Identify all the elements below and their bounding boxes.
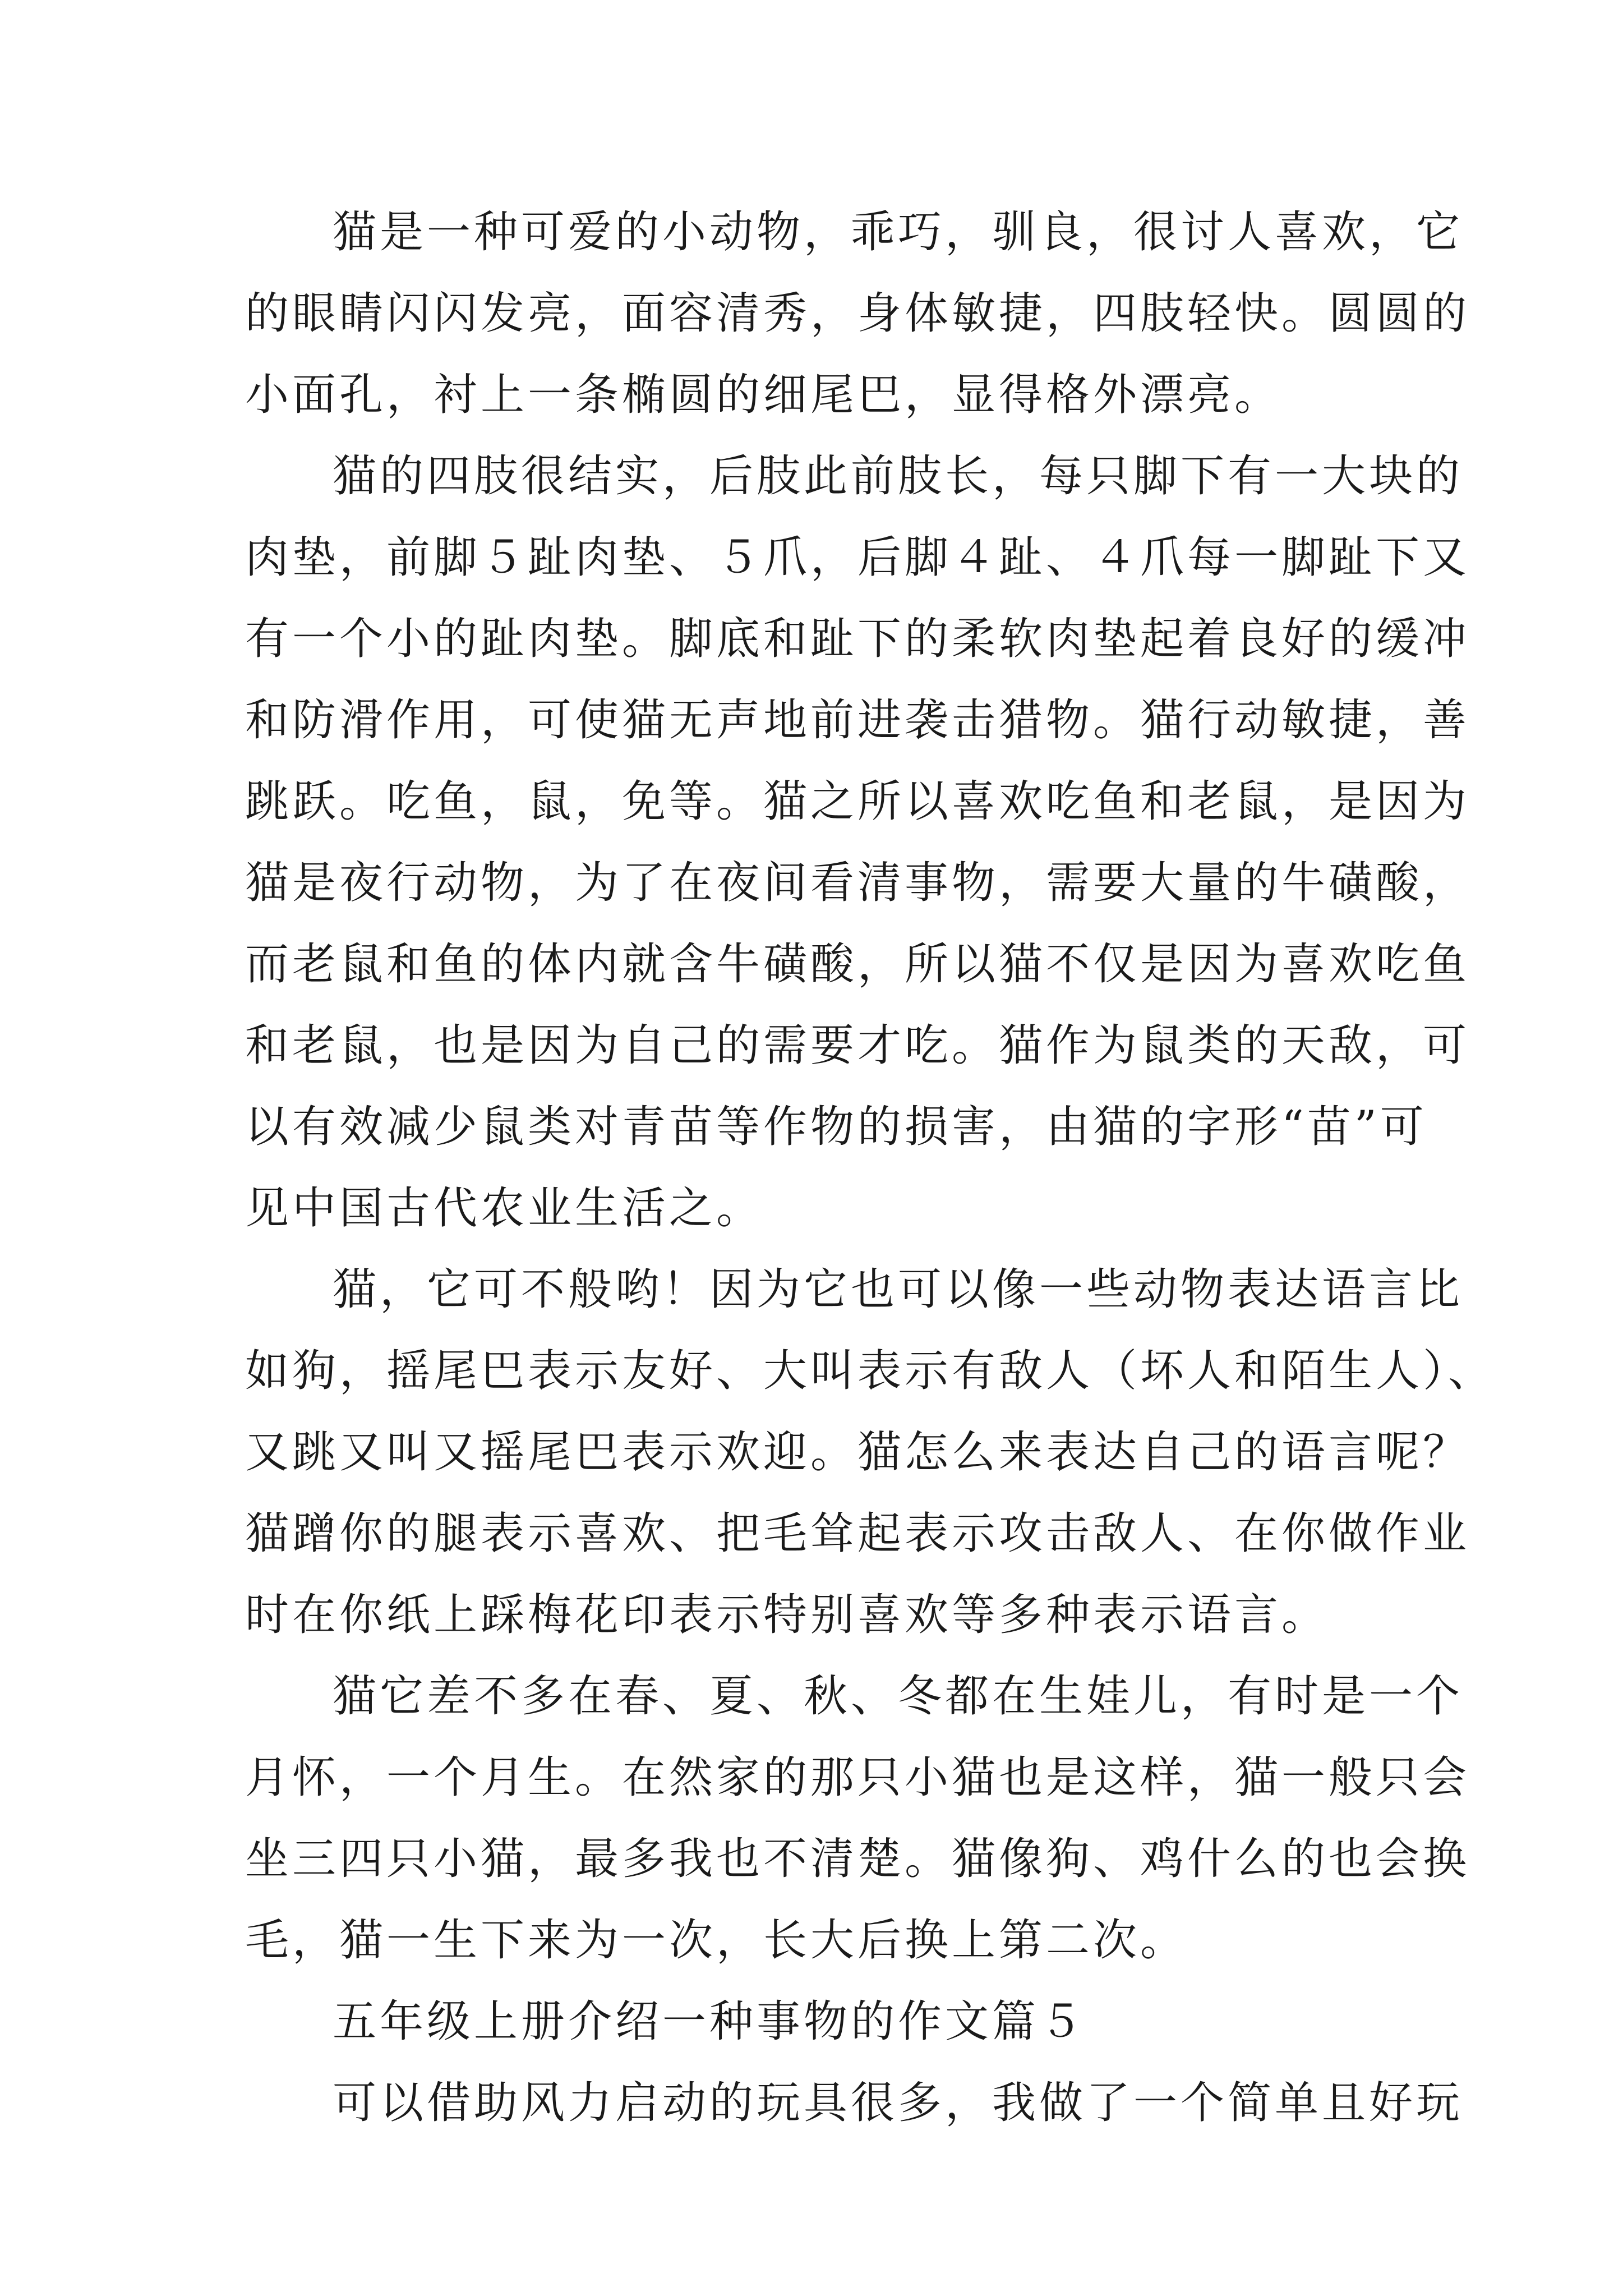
text-line: 的眼睛闪闪发亮，面容清秀，身体敏捷，四肢轻快。圆圆的 xyxy=(245,288,1470,339)
text-line: 猫是一种可爱的小动物，乖巧，驯良，很讨人喜欢，它 xyxy=(333,207,1464,257)
text-line: 肉垫，前脚５趾肉垫、５爪，后脚４趾、４爪每一脚趾下又 xyxy=(245,532,1470,583)
text-line: 和防滑作用，可使猫无声地前进袭击猎物。猫行动敏捷，善 xyxy=(245,695,1470,746)
text-line: 猫蹭你的腿表示喜欢、把毛耸起表示攻击敌人、在你做作业 xyxy=(245,1508,1470,1559)
text-line: 以有效减少鼠类对青苗等作物的损害，由猫的字形“苗”可 xyxy=(245,1102,1427,1152)
text-line: 毛，猫一生下来为一次，长大后换上第二次。 xyxy=(245,1915,1188,1966)
text-line: 如狗，摇尾巴表示友好、大叫表示有敌人（坏人和陌生人）、 xyxy=(245,1346,1496,1396)
text-line: 猫它差不多在春、夏、秋、冬都在生娃儿，有时是一个 xyxy=(333,1671,1464,1722)
text-line: 猫，它可不般哟！因为它也可以像一些动物表达语言比 xyxy=(333,1264,1464,1315)
text-line: 而老鼠和鱼的体内就含牛磺酸，所以猫不仅是因为喜欢吃鱼 xyxy=(245,939,1470,990)
text-line: 见中国古代农业生活之。 xyxy=(245,1183,764,1234)
text-line: 和老鼠，也是因为自己的需要才吃。猫作为鼠类的天敌，可 xyxy=(245,1020,1470,1071)
text-line: 坐三四只小猫，最多我也不清楚。猫像狗、鸡什么的也会换 xyxy=(245,1834,1470,1884)
text-line: 猫的四肢很结实，后肢此前肢长，每只脚下有一大块的 xyxy=(333,451,1464,501)
text-line: 小面孔，衬上一条椭圆的细尾巴，显得格外漂亮。 xyxy=(245,370,1282,420)
text-line: 又跳又叫又摇尾巴表示欢迎。猫怎么来表达自己的语言呢？ xyxy=(245,1427,1470,1478)
section-heading: 五年级上册介绍一种事物的作文篇５ xyxy=(333,1996,1087,2047)
text-line: 可以借助风力启动的玩具很多，我做了一个简单且好玩 xyxy=(333,2078,1464,2128)
essay-body xyxy=(245,192,1496,2144)
text-line: 跳跃。吃鱼，鼠，免等。猫之所以喜欢吃鱼和老鼠，是因为 xyxy=(245,776,1470,827)
text-line: 月怀，一个月生。在然家的那只小猫也是这样，猫一般只会 xyxy=(245,1752,1470,1803)
text-line: 有一个小的趾肉垫。脚底和趾下的柔软肉垫起着良好的缓冲 xyxy=(245,614,1470,664)
text-line: 猫是夜行动物，为了在夜间看清事物，需要大量的牛磺酸， xyxy=(245,858,1470,908)
text-line: 时在你纸上踩梅花印表示特别喜欢等多种表示语言。 xyxy=(245,1590,1329,1640)
